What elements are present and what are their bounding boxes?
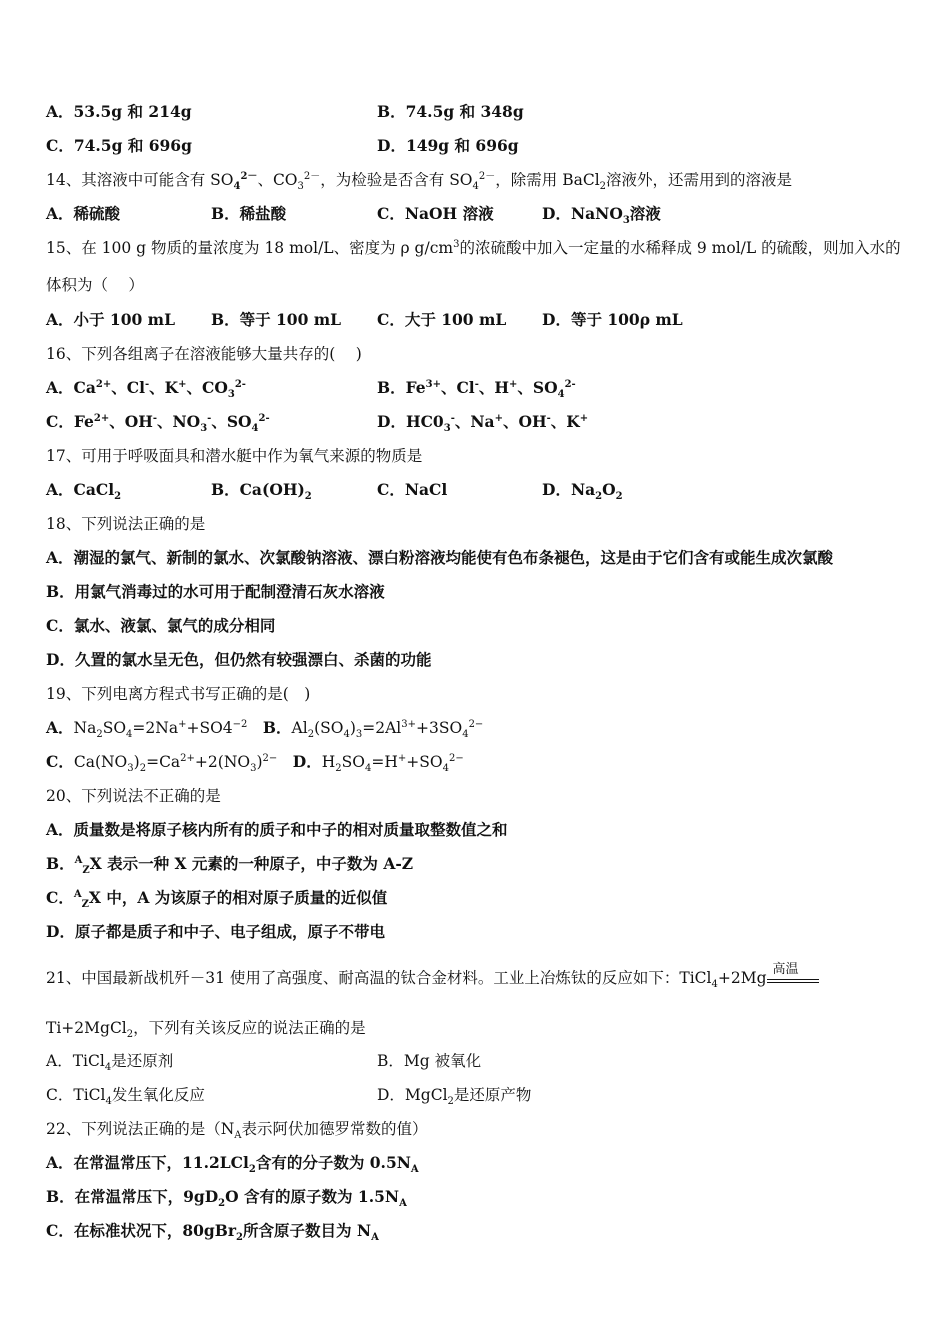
q22-option-b: B．在常温常压下，$9gD_2O$ 含有的原子数为 $1.5N_A$ (46, 1187, 407, 1210)
q13-option-d: D．149g 和 696g (377, 136, 519, 155)
q18-stem: 18、下列说法正确的是 (46, 515, 206, 533)
q15-option-c: C．大于 100 mL (377, 310, 507, 329)
q13-option-c: C．74.5g 和 696g (46, 136, 192, 155)
q22-option-c: C．在标准状况下，80gBr$_2$所含原子数目为 $N_A$ (46, 1221, 379, 1244)
q20-option-c: C．$^A_Z$X 中，A 为该原子的相对原子质量的近似值 (46, 888, 388, 911)
q19-options-cd: C．$Ca(NO_3)_2=Ca^{2+}+2(NO_3)^{2-}$ D．$H_2SO_4=H^++SO_4^{2-}$ (46, 752, 464, 775)
q21-stem: 21、中国最新战机歼－31 使用了高强度、耐高温的钛合金材料。工业上冶炼钛的反应如下：TiCl$_4$+2Mg 高温 (46, 967, 819, 989)
q14-option-d: D．NaNO$_3$溶液 (542, 204, 661, 227)
q17-option-b: B．$Ca(OH)_2$ (211, 480, 312, 503)
q14-option-c: C．NaOH 溶液 (377, 204, 494, 223)
q20-option-a: A．质量数是将原子核内所有的质子和中子的相对质量取整数值之和 (46, 820, 508, 839)
q15-stem-line2: 体积为（ ） (46, 276, 144, 294)
q22-option-a: A．在常温常压下，11.2LCl$_2$含有的分子数为 $0.5N_A$ (46, 1153, 419, 1176)
q16-option-c: C．$Fe^{2+}$、OH-、$NO_3^-$、$SO_4^{2-}$ (46, 412, 270, 435)
q14-stem: 14、其溶液中可能含有 $SO_4^{2-}$、$CO_3^{2-}$，为检验是否含有 $SO_4^{2-}$，除需用 BaCl$_2$溶液外，还需用到的溶液是 (46, 170, 793, 193)
q18-option-a: A．潮湿的氯气、新制的氯水、次氯酸钠溶液、漂白粉溶液均能使有色布条褪色，这是由于它们含有或能生成次氯酸 (46, 548, 834, 567)
q18-option-d: D．久置的氯水呈无色，但仍然有较强漂白、杀菌的功能 (46, 650, 432, 669)
q15-option-b: B．等于 100 mL (211, 310, 342, 329)
q20-option-b: B．$^A_Z$X 表示一种 X 元素的一种原子，中子数为 A-Z (46, 854, 414, 877)
q17-option-c: C．NaCl (377, 480, 448, 499)
q17-option-d: D．$Na_2O_2$ (542, 480, 623, 503)
q21-option-d: D．MgCl$_2$是还原产物 (377, 1086, 532, 1108)
q19-options-ab: A．$Na_2SO_4=2Na^++SO4^{-2}$ B．$Al_2(SO_4)_3=2Al^{3+}+3SO_4^{2-}$ (46, 718, 484, 741)
q21-stem-line2: Ti+2MgCl$_2$，下列有关该反应的说法正确的是 (46, 1019, 366, 1041)
q15-option-a: A．小于 100 mL (46, 310, 175, 329)
q13-option-b: B．74.5g 和 348g (377, 102, 524, 121)
q16-stem: 16、下列各组离子在溶液能够大量共存的( ) (46, 345, 362, 363)
q18-option-c: C．氯水、液氯、氯气的成分相同 (46, 616, 276, 635)
q21-option-c: C．TiCl$_4$发生氧化反应 (46, 1086, 205, 1108)
q17-option-a: A．CaCl$_2$ (46, 480, 122, 503)
q16-option-d: D．$HC0_3^-$、Na+、OH-、K+ (377, 412, 589, 435)
q14-option-a: A．稀硫酸 (46, 204, 121, 223)
q21-option-a: A．TiCl$_4$是还原剂 (46, 1052, 174, 1074)
q14-option-b: B．稀盐酸 (211, 204, 287, 223)
q15-option-d: D．等于 100ρ mL (542, 310, 683, 329)
q19-stem: 19、下列电离方程式书写正确的是( ) (46, 685, 311, 703)
q16-option-a: A．$Ca^{2+}$、Cl-、K+、$CO_3^{2-}$ (46, 378, 246, 401)
q18-option-b: B．用氯气消毒过的水可用于配制澄清石灰水溶液 (46, 582, 385, 601)
q20-option-d: D．原子都是质子和中子、电子组成，原子不带电 (46, 922, 385, 941)
q15-stem-line1: 15、在 100 g 物质的量浓度为 18 mol/L、密度为 ρ $g/cm^3$的浓硫酸中加入一定量的水稀释成 9 mol/L 的硫酸，则加入水的 (46, 238, 901, 257)
q13-option-a: A．53.5g 和 214g (46, 102, 192, 121)
q20-stem: 20、下列说法不正确的是 (46, 787, 221, 805)
q17-stem: 17、可用于呼吸面具和潜水艇中作为氧气来源的物质是 (46, 447, 423, 465)
q16-option-b: B．$Fe^{3+}$、Cl-、H+、$SO_4^{2-}$ (377, 378, 576, 401)
reaction-condition: 高温 (767, 967, 819, 989)
q22-stem: 22、下列说法正确的是（$N_A$表示阿伏加德罗常数的值） (46, 1120, 428, 1142)
q21-option-b: B．Mg 被氧化 (377, 1052, 482, 1070)
